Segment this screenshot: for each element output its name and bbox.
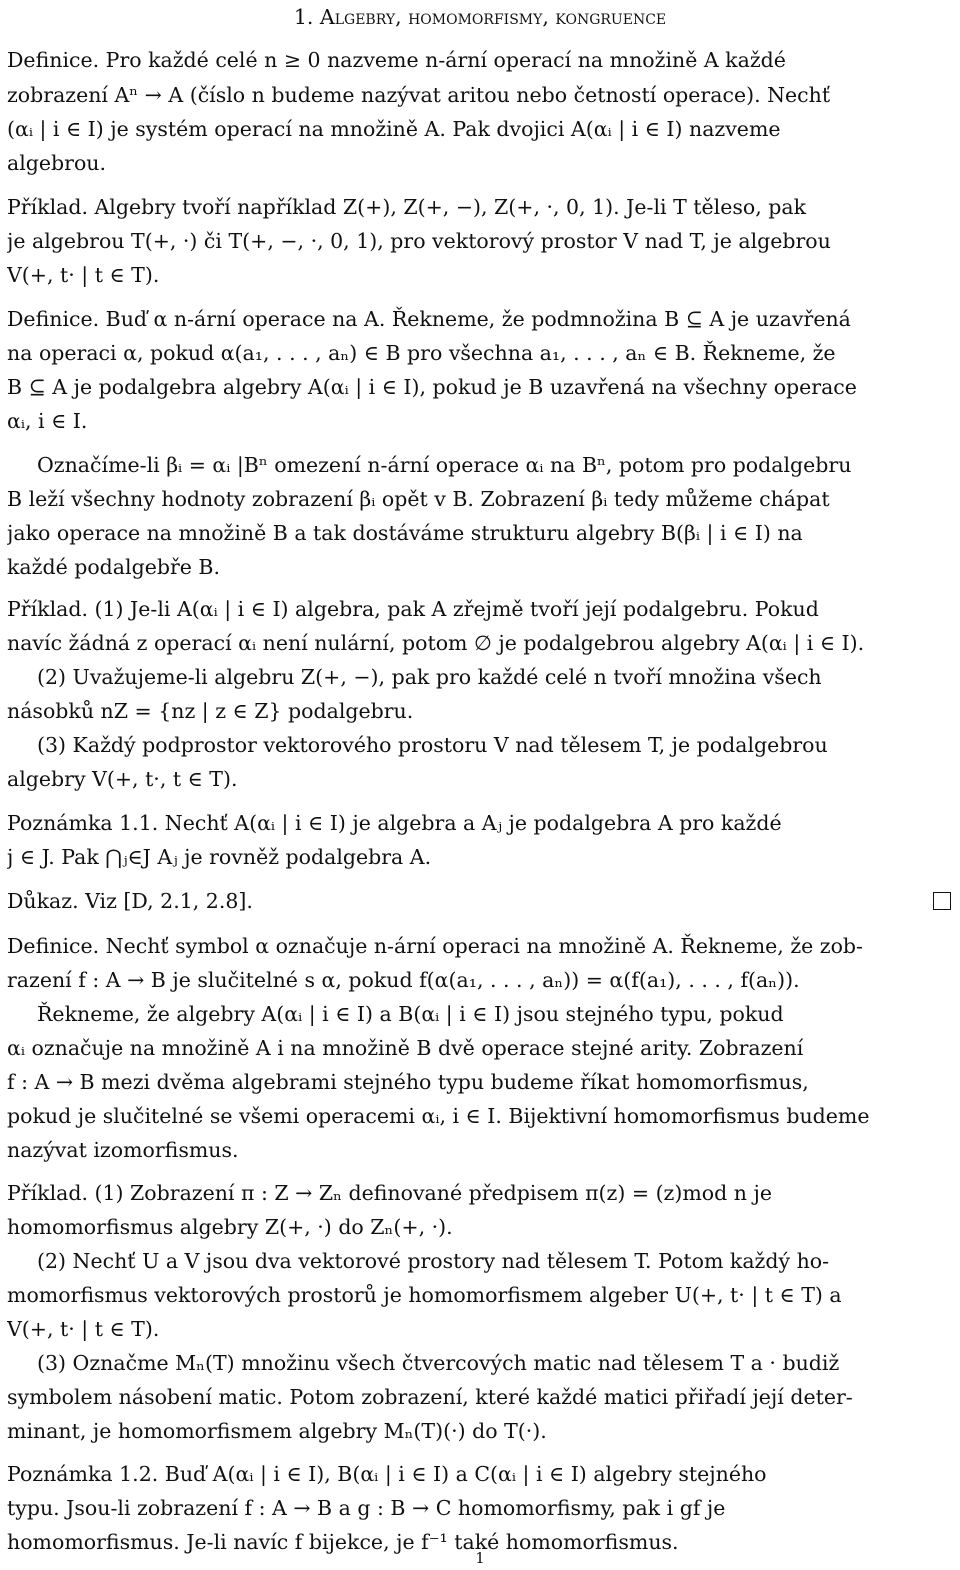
text-line: V(+, t· | t ∈ T). — [7, 1317, 160, 1341]
text-line: (3) Označme Mₙ(T) množinu všech čtvercových matic nad tělesem T a · budiž — [37, 1351, 840, 1375]
text-line: je algebrou T(+, ·) či T(+, −, ·, 0, 1), pro vektorový prostor V nad T, je algebrou — [7, 229, 831, 253]
text-line: B ⊆ A je podalgebra algebry A(αᵢ | i ∈ I), pokud je B uzavřená na všechny operace — [7, 375, 857, 399]
qed-box-icon — [933, 892, 951, 910]
text-line: (2) Nechť U a V jsou dva vektorové prostory nad tělesem T. Potom každý ho- — [37, 1249, 830, 1273]
text-line: j ∈ J. Pak ⋂ⱼ∈J Aⱼ je rovněž podalgebra A. — [7, 845, 432, 869]
text-line: (αᵢ | i ∈ I) je systém operací na množině A. Pak dvojici A(αᵢ | i ∈ I) nazveme — [7, 117, 781, 141]
text-line: homomorfismus algebry Z(+, ·) do Zₙ(+, ·). — [7, 1215, 453, 1239]
text-line: násobků nZ = {nz | z ∈ Z} podalgebru. — [7, 699, 414, 723]
text-line: αᵢ označuje na množině A i na množině B dvě operace stejné arity. Zobrazení — [7, 1036, 804, 1060]
text-line: V(+, t· | t ∈ T). — [7, 263, 160, 287]
text-line: algebry V(+, t·, t ∈ T). — [7, 767, 238, 791]
text-line: nazývat izomorfismus. — [7, 1138, 239, 1162]
text-line: zobrazení Aⁿ → A (číslo n budeme nazývat aritou nebo četností operace). Nechť — [7, 83, 831, 107]
text-line: αᵢ, i ∈ I. — [7, 409, 88, 433]
text-line: Příklad. (1) Zobrazení π : Z → Zₙ definované předpisem π(z) = (z)mod n je — [7, 1181, 772, 1205]
text-line: B leží všechny hodnoty zobrazení βᵢ opět v B. Zobrazení βᵢ tedy můžeme chápat — [7, 487, 830, 511]
text-line: symbolem násobení matic. Potom zobrazení, které každé matici přiřadí její deter- — [7, 1385, 853, 1409]
text-line: homomorfismus. Je-li navíc f bijekce, je f⁻¹ také homomorfismus. — [7, 1530, 679, 1554]
text-line: Definice. Buď α n-ární operace na A. Řekneme, že podmnožina B ⊆ A je uzavřená — [7, 307, 851, 331]
text-line: Definice. Nechť symbol α označuje n-ární operaci na množině A. Řekneme, že zob- — [7, 934, 863, 958]
text-line: razení f : A → B je slučitelné s α, pokud f(α(a₁, . . . , aₙ)) = α(f(a₁), . . . , f(aₙ)). — [7, 968, 800, 992]
text-line: f : A → B mezi dvěma algebrami stejného typu budeme říkat homomorfismus, — [7, 1070, 809, 1094]
text-line: pokud je slučitelné se všemi operacemi αᵢ, i ∈ I. Bijektivní homomorfismus budeme — [7, 1104, 870, 1128]
text-line: na operaci α, pokud α(a₁, . . . , aₙ) ∈ B pro všechna a₁, . . . , aₙ ∈ B. Řekneme, že — [7, 341, 836, 365]
text-line: Řekneme, že algebry A(αᵢ | i ∈ I) a B(αᵢ | i ∈ I) jsou stejného typu, pokud — [37, 1002, 784, 1026]
text-line: (2) Uvažujeme-li algebru Z(+, −), pak pro každé celé n tvoří množina všech — [37, 665, 822, 689]
text-line: Příklad. (1) Je-li A(αᵢ | i ∈ I) algebra, pak A zřejmě tvoří její podalgebru. Pokud — [7, 597, 819, 621]
text-line: navíc žádná z operací αᵢ není nulární, potom ∅ je podalgebrou algebry A(αᵢ | i ∈ I). — [7, 631, 865, 655]
text-line: Poznámka 1.2. Buď A(αᵢ | i ∈ I), B(αᵢ | i ∈ I) a C(αᵢ | i ∈ I) algebry stejného — [7, 1462, 767, 1486]
text-line: Důkaz. Viz [D, 2.1, 2.8]. — [7, 889, 253, 913]
section-heading — [0, 0, 960, 34]
section-heading-text: 1. Algebry, homomorfismy, kongruence — [293, 5, 667, 29]
text-line: každé podalgebře B. — [7, 555, 220, 579]
text-line: momorfismus vektorových prostorů je homomorfismem algeber U(+, t· | t ∈ T) a — [7, 1283, 842, 1307]
text-line: Definice. Pro každé celé n ≥ 0 nazveme n-ární operací na množině A každé — [7, 48, 786, 72]
text-line: jako operace na množině B a tak dostáváme strukturu algebry B(βᵢ | i ∈ I) na — [7, 521, 803, 545]
text-line: Příklad. Algebry tvoří například Z(+), Z(+, −), Z(+, ·, 0, 1). Je-li T těleso, pak — [7, 195, 806, 219]
text-line: typu. Jsou-li zobrazení f : A → B a g : B → C homomorfismy, pak i gf je — [7, 1496, 726, 1520]
page-number: 1 — [475, 1549, 485, 1567]
text-line: minant, je homomorfismem algebry Mₙ(T)(·) do T(·). — [7, 1419, 547, 1443]
text-line: Poznámka 1.1. Nechť A(αᵢ | i ∈ I) je algebra a Aⱼ je podalgebra A pro každé — [7, 811, 782, 835]
text-line: (3) Každý podprostor vektorového prostoru V nad tělesem T, je podalgebrou — [37, 733, 828, 757]
text-line: Označíme-li βᵢ = αᵢ |Bⁿ omezení n-ární operace αᵢ na Bⁿ, potom pro podalgebru — [37, 453, 852, 477]
text-line: algebrou. — [7, 151, 107, 175]
